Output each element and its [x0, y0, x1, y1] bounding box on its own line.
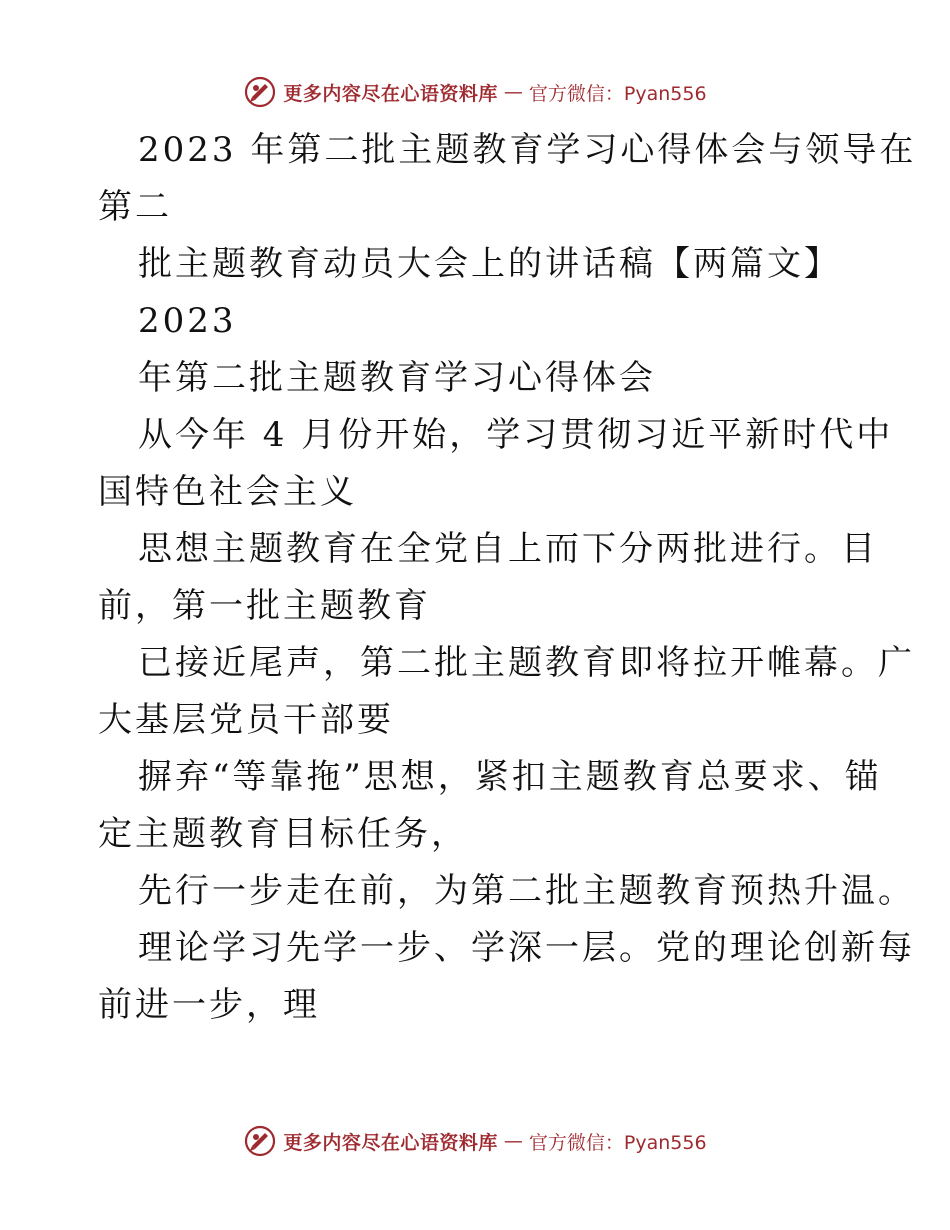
paragraph-7: 已接近尾声，第二批主题教育即将拉开帷幕。广 大基层党员干部要	[98, 643, 915, 740]
brand-logo-icon	[243, 75, 277, 109]
brand-banner	[243, 75, 706, 109]
paragraph-4: 年第二批主题教育学习心得体会	[138, 358, 656, 398]
paragraph-6: 思想主题教育在全党自上而下分两批进行。目 前，第一批主题教育	[98, 529, 878, 626]
brand-separator: —	[503, 1130, 523, 1152]
page-header	[0, 72, 950, 112]
brand-logo-icon	[243, 1124, 277, 1158]
paragraph-9: 先行一步走在前，为第二批主题教育预热升温。	[138, 871, 915, 911]
paragraph-5: 从今年 4 月份开始，学习贯彻习近平新时代中 国特色社会主义	[98, 415, 894, 512]
paragraph-10: 理论学习先学一步、学深一层。党的理论创新每 前进一步，理	[98, 928, 915, 1025]
wechat-label: 官方微信：Pyan556	[528, 1131, 707, 1154]
paragraph-3: 2023	[138, 301, 237, 341]
paragraph-8: 摒弃“等靠拖”思想，紧扣主题教育总要求、锚 定主题教育目标任务，	[98, 757, 882, 854]
page-footer	[0, 1121, 950, 1161]
paragraph-1: 2023 年第二批主题教育学习心得体会与领导在 第二	[98, 130, 917, 227]
document-body	[98, 122, 917, 1034]
wechat-label: 官方微信：Pyan556	[528, 82, 707, 105]
paragraph-2: 批主题教育动员大会上的讲话稿【两篇文】	[138, 244, 841, 284]
brand-banner-footer	[243, 1124, 706, 1158]
brand-text: 更多内容尽在心语资料库	[283, 1131, 498, 1154]
brand-text: 更多内容尽在心语资料库	[283, 82, 498, 105]
brand-separator: —	[503, 81, 523, 103]
